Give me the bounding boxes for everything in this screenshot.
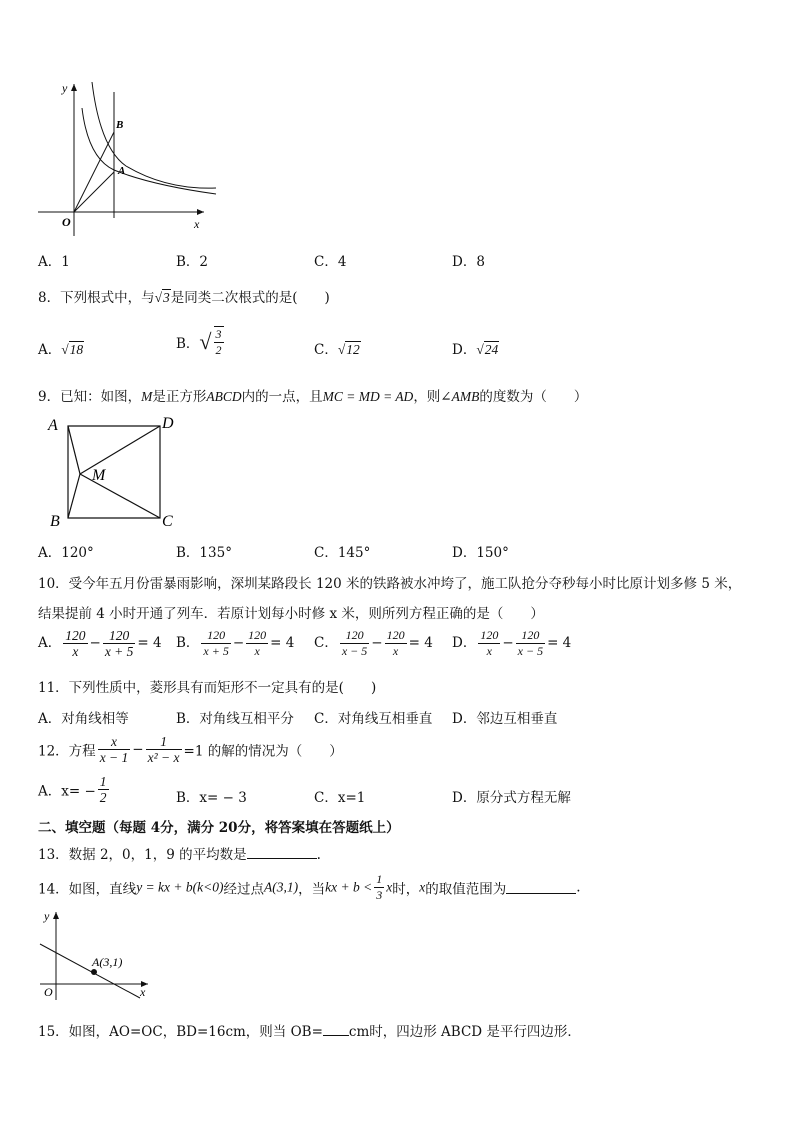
q10-option-a: A． $\frac{120}{x}$ − $\frac{120}{x + 5}$ = 4 [38, 628, 162, 659]
q14-stem: 14．如图，直线y = kx + b(k<0)经过点A(3,1)，当kx + b < $\frac{1}{3}$ x时，x的取值范围为 . [38, 872, 581, 902]
q9-option-c: C．145° [314, 545, 371, 561]
q10-stem-line2: 结果提前 4 小时开通了列车．若原计划每小时修 x 米，则所列方程正确的是（ ） [38, 606, 544, 622]
q11-stem: 11．下列性质中，菱形具有而矩形不一定具有的是( ) [38, 680, 377, 696]
q14-label-y: y [44, 909, 50, 923]
q11-option-c: C．对角线互相垂直 [314, 711, 433, 727]
q13-stem: 13．数据 2，0，1，9 的平均数是 . [38, 847, 321, 863]
q7-option-a: A．1 [38, 254, 70, 270]
q12-stem: 12．方程 $\frac{x}{x - 1}$ − $\frac{1}{\text{x² − x}}$ =1 的解的情况为（ ） [38, 734, 343, 765]
q9-option-a: A．120° [38, 545, 94, 561]
q14-answer-blank[interactable] [506, 881, 576, 894]
q12-option-b: B．x= − 3 [176, 790, 247, 806]
q14-label-x: x [140, 985, 146, 999]
q15-stem: 15．如图，AO=OC，BD=16cm，则当 OB= cm时，四边形 ABCD 是平行四边形． [38, 1024, 581, 1040]
q10-option-d: D． $\frac{120}{x}$ − $\frac{120}{x - 5}$ = 4 [452, 628, 572, 658]
q9-label-c: C [162, 513, 173, 530]
q9-option-d: D．150° [452, 545, 509, 561]
q12-option-a: A．x= − $\frac{1}{2}$ [38, 774, 107, 805]
q8-option-c: C．√12 [314, 342, 360, 358]
q11-option-a: A．对角线相等 [38, 711, 129, 727]
q9-label-b: B [50, 513, 60, 530]
q7-label-b: B [116, 119, 124, 131]
q7-label-y: y [62, 81, 68, 95]
q9-label-m: M [92, 467, 106, 484]
q9-label-a: A [48, 417, 58, 434]
q14-label-o: O [44, 985, 53, 999]
section-2-heading: 二、填空题（每题 4分，满分 20分，将答案填在答题纸上） [38, 820, 400, 836]
q14-figure [36, 906, 160, 1002]
q8-radical: √3 [154, 290, 170, 305]
q14-label-a: A(3,1) [92, 955, 123, 969]
q8-option-d: D．√24 [452, 342, 499, 358]
q15-answer-blank[interactable] [323, 1023, 349, 1036]
q7-label-x: x [194, 217, 200, 231]
q9-stem: 9．已知：如图，M是正方形ABCD内的一点，且MC = MD = AD，则∠AMB的度数为（ ） [38, 389, 588, 405]
q9-figure [44, 412, 184, 532]
q12-option-c: C．x=1 [314, 790, 366, 806]
q7-label-a: A [118, 165, 126, 177]
q7-option-d: D．8 [452, 254, 485, 270]
q7-label-o: O [62, 215, 71, 229]
q7-figure [36, 78, 226, 238]
q8-option-b: B．√ $\frac{3}{2}$ [176, 327, 222, 357]
q11-option-b: B．对角线互相平分 [176, 711, 294, 727]
q11-option-d: D．邻边互相垂直 [452, 711, 558, 727]
q10-option-c: C． $\frac{120}{x - 5}$ − $\frac{120}{x}$ = 4 [314, 628, 433, 658]
q7-option-c: C．4 [314, 254, 347, 270]
q9-option-b: B．135° [176, 545, 232, 561]
q10-option-b: B． $\frac{120}{x + 5}$ − $\frac{120}{x}$ = 4 [176, 628, 295, 658]
q8-option-a: A．√18 [38, 342, 84, 358]
q13-answer-blank[interactable] [247, 846, 317, 859]
q7-option-b: B．2 [176, 254, 209, 270]
q10-stem-line1: 10．受今年五月份雷暴雨影响，深圳某路段长 120 米的铁路被水冲垮了，施工队抢分夺秒每小时比原计划多修 5 米， [38, 576, 742, 592]
q9-label-d: D [162, 415, 174, 432]
q12-option-d: D．原分式方程无解 [452, 790, 571, 806]
q8-stem: 8．下列根式中，与√3是同类二次根式的是( ) [38, 290, 330, 306]
